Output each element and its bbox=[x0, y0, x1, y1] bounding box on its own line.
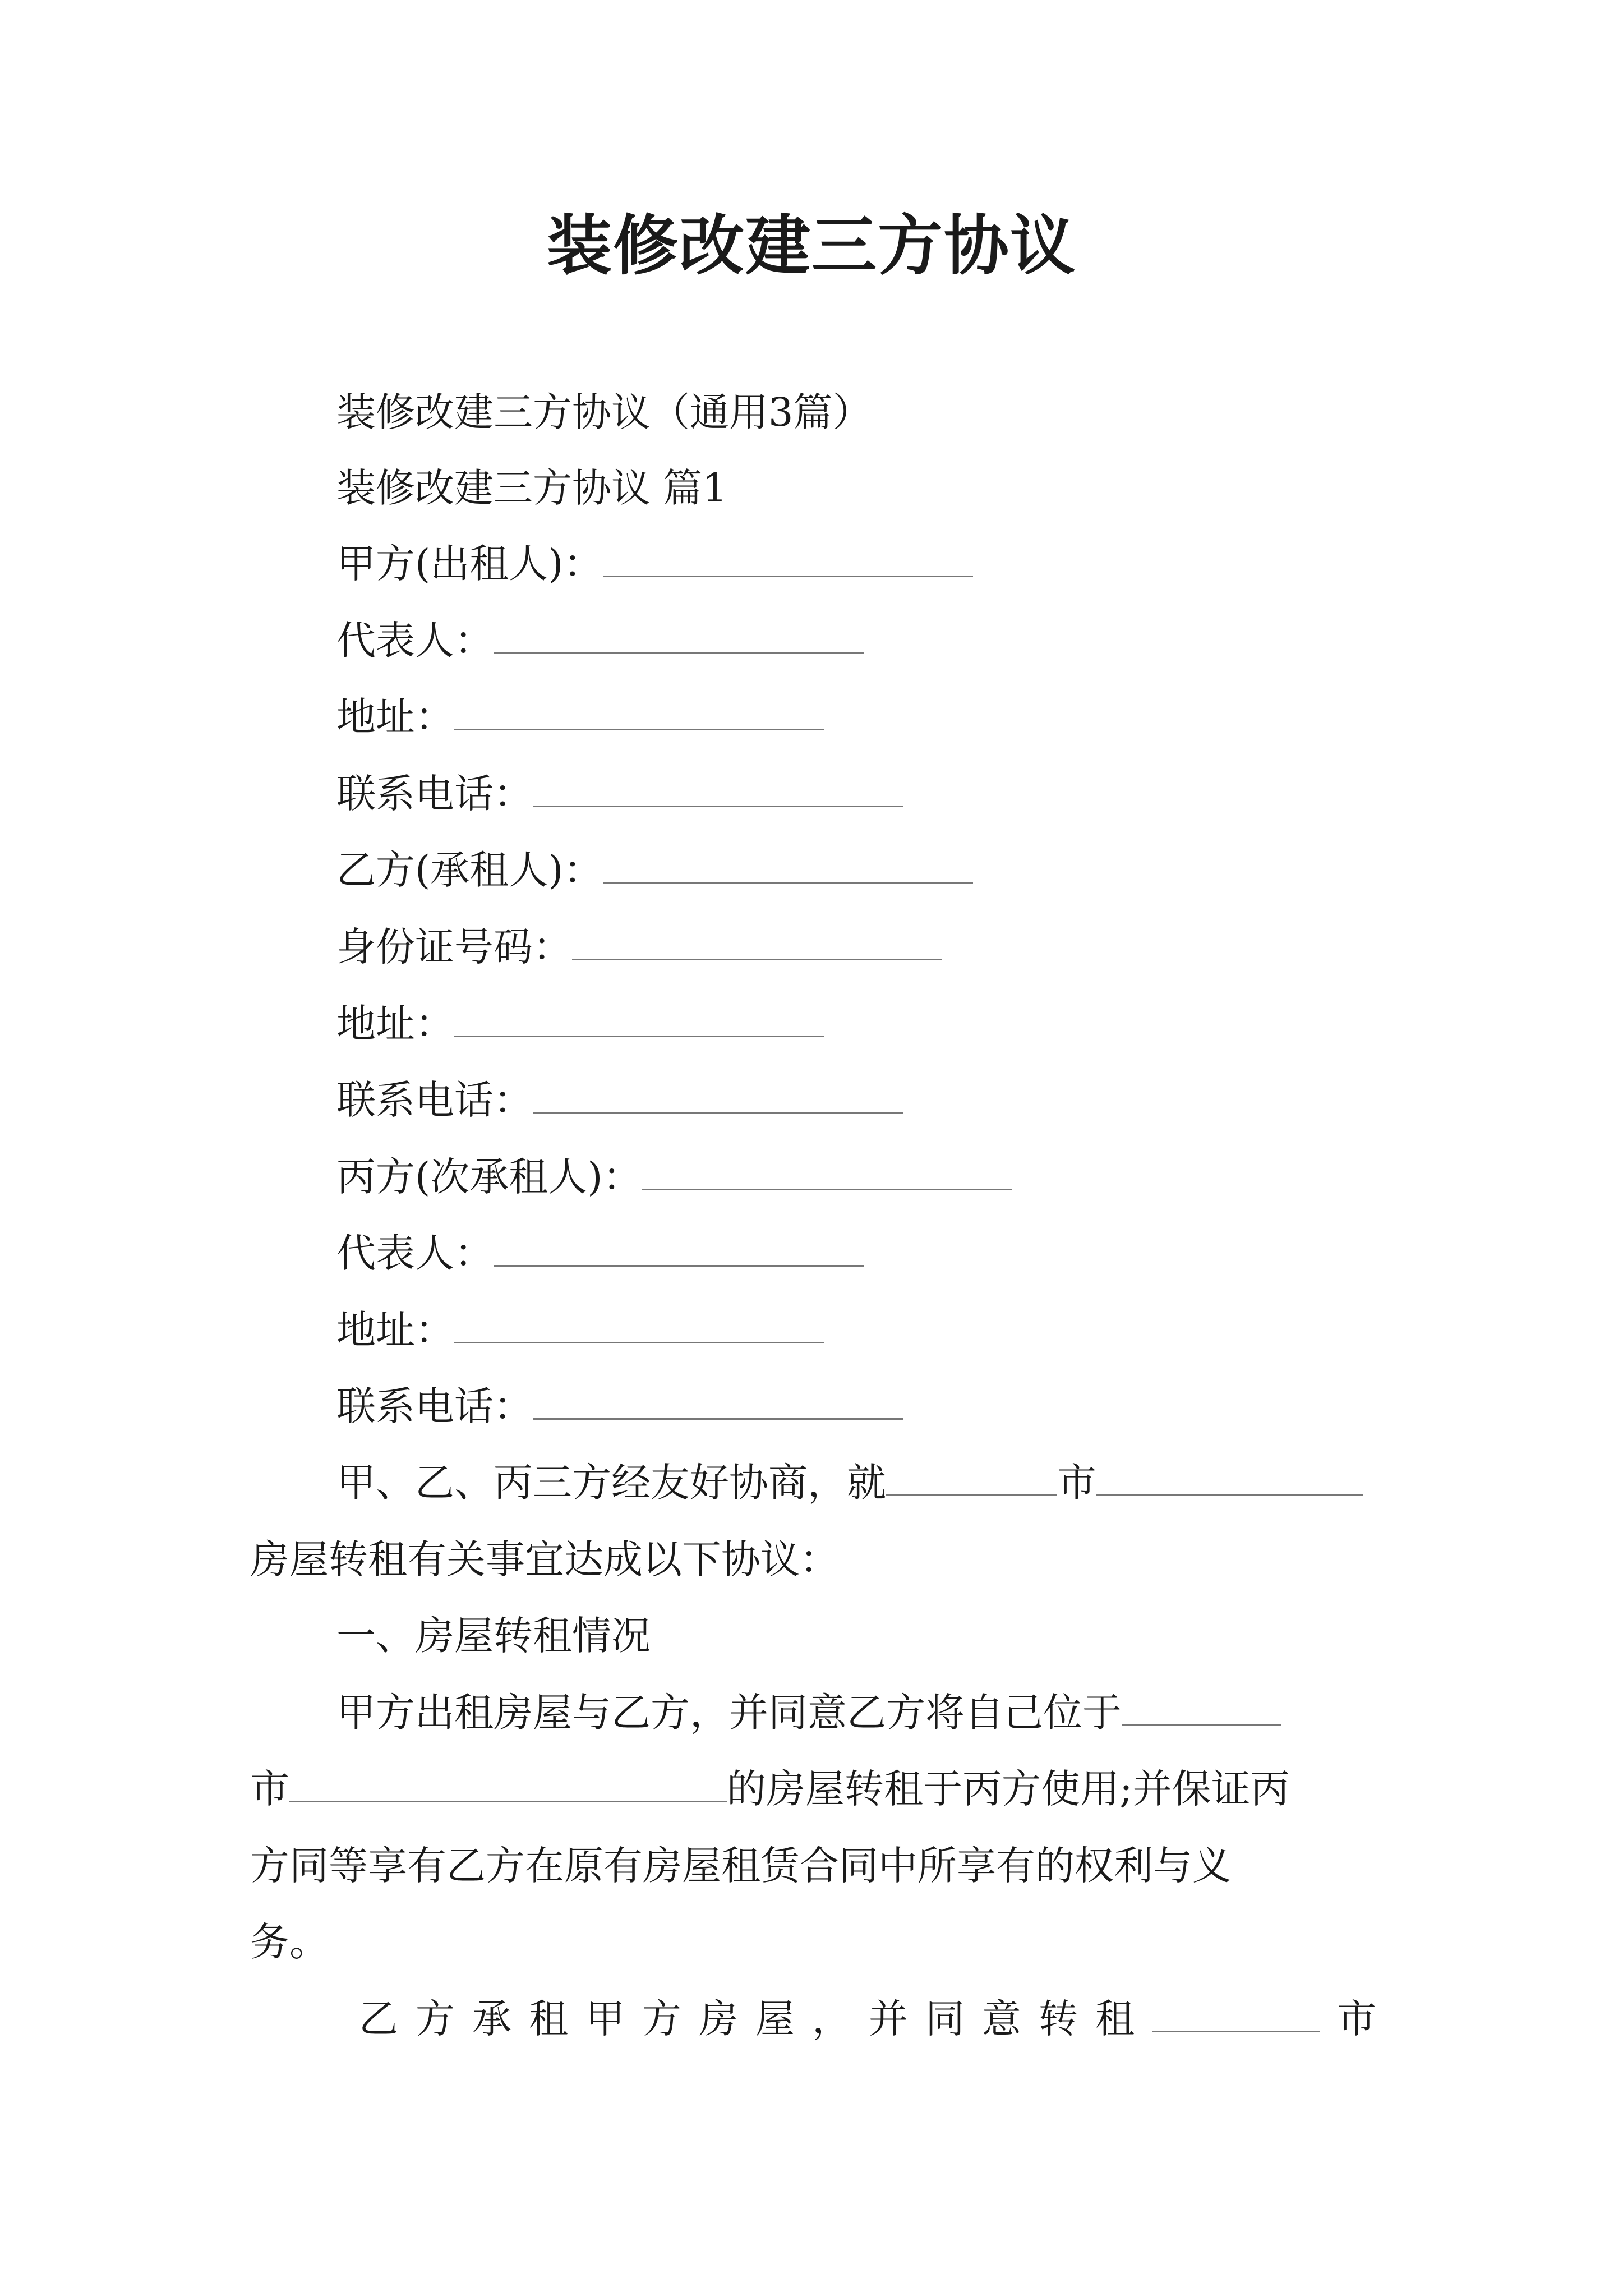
clause1-line-3: 方同等享有乙方在原有房屋租赁合同中所享有的权利与义 bbox=[250, 1843, 1232, 1889]
party-c-rep-label: 代表人： bbox=[336, 1230, 494, 1276]
party-b-id-line bbox=[336, 924, 942, 970]
party-b-id-label: 身份证号码： bbox=[336, 924, 572, 970]
party-b-phone-label: 联系电话： bbox=[336, 1077, 533, 1123]
party-c-phone-line bbox=[336, 1383, 903, 1429]
party-c-address-line bbox=[336, 1307, 824, 1353]
party-a-phone-line bbox=[336, 771, 903, 817]
party-a-phone-label: 联系电话： bbox=[336, 771, 533, 817]
party-c-label: 丙方(次承租人)： bbox=[336, 1154, 642, 1200]
party-b-line bbox=[336, 847, 973, 893]
party-b-phone-blank bbox=[533, 1083, 903, 1114]
intro-city-blank bbox=[886, 1465, 1057, 1496]
clause1-line-1 bbox=[336, 1690, 1281, 1736]
clause1-line-2 bbox=[250, 1766, 1290, 1812]
clause1-text-2a: 市 bbox=[250, 1766, 289, 1812]
party-c-rep-line bbox=[336, 1230, 864, 1276]
section-heading: 装修改建三方协议 篇1 bbox=[336, 465, 727, 511]
clause1-location-blank bbox=[289, 1772, 727, 1802]
intro-text-1: 甲、乙、丙三方经友好协商，就 bbox=[336, 1460, 886, 1506]
party-c-phone-blank bbox=[533, 1389, 903, 1420]
party-a-phone-blank bbox=[533, 776, 903, 807]
party-a-line bbox=[336, 541, 973, 587]
party-b-address-line bbox=[336, 1001, 824, 1047]
party-a-address-blank bbox=[454, 700, 824, 730]
clause2-city-blank bbox=[1152, 2001, 1320, 2032]
intro-line-1 bbox=[336, 1460, 1363, 1506]
party-b-phone-line bbox=[336, 1077, 903, 1123]
intro-location-blank bbox=[1096, 1465, 1363, 1496]
clause1-heading: 一、房屋转租情况 bbox=[336, 1613, 651, 1659]
clause2-text-1: 乙方承租甲方房屋，并同意转租 bbox=[359, 1996, 1152, 2042]
intro-line-2: 房屋转租有关事宜达成以下协议： bbox=[250, 1536, 839, 1582]
clause1-city-blank bbox=[1122, 1695, 1281, 1726]
party-a-label: 甲方(出租人)： bbox=[336, 541, 603, 587]
party-b-id-blank bbox=[572, 930, 942, 960]
party-a-rep-blank bbox=[494, 623, 864, 654]
intro-text-2: 市 bbox=[1057, 1460, 1096, 1506]
party-a-address-line bbox=[336, 694, 824, 740]
party-c-address-label: 地址： bbox=[336, 1307, 454, 1353]
party-a-address-label: 地址： bbox=[336, 694, 454, 740]
clause1-text-1: 甲方出租房屋与乙方，并同意乙方将自己位于 bbox=[336, 1690, 1122, 1736]
party-b-address-label: 地址： bbox=[336, 1001, 454, 1047]
clause1-line-4: 务。 bbox=[250, 1919, 329, 1965]
party-c-rep-blank bbox=[494, 1236, 864, 1267]
party-c-line bbox=[336, 1154, 1012, 1200]
party-c-phone-label: 联系电话： bbox=[336, 1383, 533, 1429]
clause1-text-2b: 的房屋转租于丙方使用;并保证丙 bbox=[727, 1766, 1290, 1812]
party-b-blank bbox=[603, 853, 973, 884]
party-c-blank bbox=[642, 1159, 1012, 1190]
party-b-label: 乙方(承租人)： bbox=[336, 847, 603, 893]
party-c-address-blank bbox=[454, 1313, 824, 1343]
document-subtitle: 装修改建三方协议（通用3篇） bbox=[336, 389, 872, 435]
party-b-address-blank bbox=[454, 1006, 824, 1037]
document-title: 装修改建三方协议 bbox=[547, 208, 1076, 284]
party-a-rep-label: 代表人： bbox=[336, 618, 494, 664]
party-a-rep-line bbox=[336, 618, 864, 664]
clause2-line-1 bbox=[359, 1996, 1376, 2042]
party-a-blank bbox=[603, 546, 973, 577]
clause2-text-end: 市 bbox=[1337, 1996, 1376, 2042]
